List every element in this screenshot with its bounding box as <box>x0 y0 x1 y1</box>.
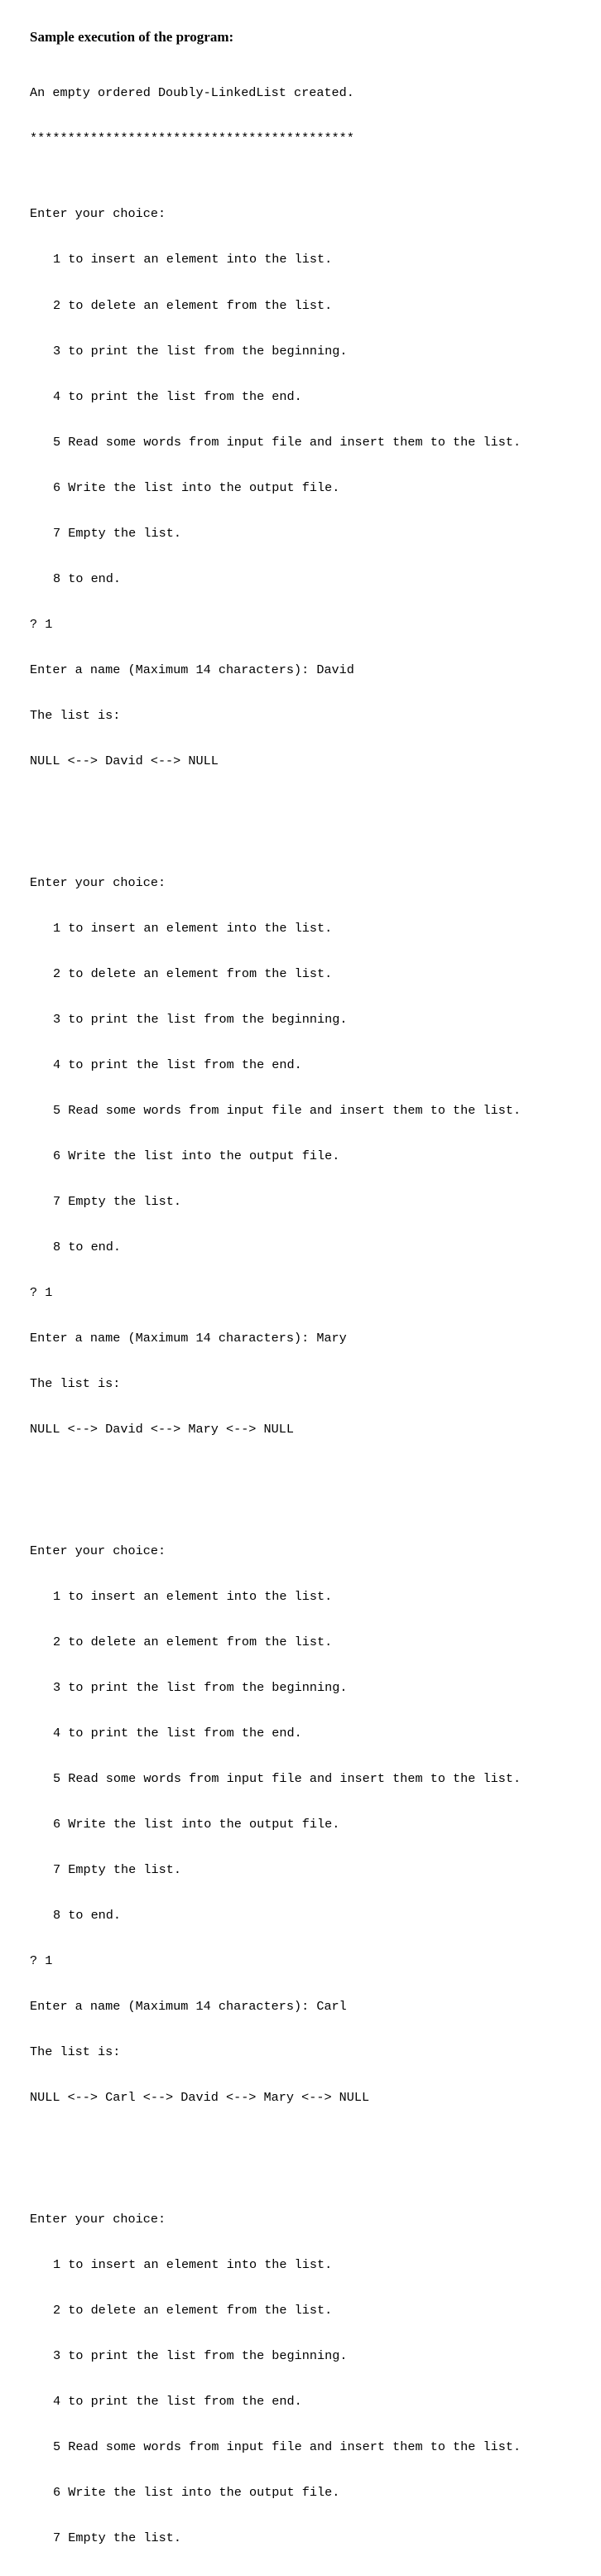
menu-option: 4 to print the list from the end. <box>53 2393 302 2409</box>
menu-option: 2 to delete an element from the list. <box>53 965 333 981</box>
menu-option: 1 to insert an element into the list. <box>53 252 333 267</box>
separator-line: ******************************************* <box>30 130 354 146</box>
menu-option: 1 to insert an element into the list. <box>53 1588 333 1604</box>
list-output: NULL <--> Carl <--> David <--> Mary <--> NULL <box>30 2090 370 2106</box>
list-output: NULL <--> David <--> NULL <box>30 753 219 768</box>
menu-option: 4 to print the list from the end. <box>53 388 302 404</box>
menu-option: 4 to print the list from the end. <box>53 1725 302 1741</box>
menu-option: 8 to end. <box>53 1239 122 1254</box>
name-prompt: Enter a name (Maximum 14 characters): David <box>30 662 354 677</box>
menu-option: 6 Write the list into the output file. <box>53 479 340 495</box>
menu-option: 3 to print the list from the beginning. <box>53 1011 348 1027</box>
user-choice: ? 1 <box>30 1284 53 1300</box>
list-output: NULL <--> David <--> Mary <--> NULL <box>30 1421 294 1437</box>
menu-option: 8 to end. <box>53 571 122 586</box>
list-label: The list is: <box>30 1375 121 1391</box>
menu-option: 3 to print the list from the beginning. <box>53 343 348 359</box>
menu-option: 5 Read some words from input file and insert them to the list. <box>53 2439 522 2454</box>
menu-option: 6 Write the list into the output file. <box>53 2485 340 2500</box>
menu-prompt: Enter your choice: <box>30 2211 166 2227</box>
session-round-2 <box>30 845 601 1513</box>
menu-prompt: Enter your choice: <box>30 874 166 890</box>
name-prompt: Enter a name (Maximum 14 characters): Mary <box>30 1330 347 1346</box>
menu-option: 2 to delete an element from the list. <box>53 2302 333 2318</box>
menu-prompt: Enter your choice: <box>30 1543 166 1558</box>
menu-option: 8 to end. <box>53 1907 122 1923</box>
menu-option: 1 to insert an element into the list. <box>53 920 333 936</box>
document-page <box>30 28 601 2576</box>
menu-option: 7 Empty the list. <box>53 1193 181 1209</box>
menu-option: 3 to print the list from the beginning. <box>53 1679 348 1695</box>
menu-option: 7 Empty the list. <box>53 2530 181 2546</box>
user-choice: ? 1 <box>30 1952 53 1968</box>
intro-block <box>30 55 601 176</box>
menu-option: 1 to insert an element into the list. <box>53 2256 333 2272</box>
menu-option: 4 to print the list from the end. <box>53 1057 302 1072</box>
session-round-4 <box>30 2181 601 2576</box>
menu-option: 5 Read some words from input file and insert them to the list. <box>53 434 522 450</box>
menu-option: 2 to delete an element from the list. <box>53 1634 333 1649</box>
menu-option: 7 Empty the list. <box>53 1861 181 1877</box>
page-heading: Sample execution of the program: <box>30 29 234 45</box>
menu-option: 2 to delete an element from the list. <box>53 297 333 313</box>
session-round-3 <box>30 1513 601 2181</box>
name-prompt: Enter a name (Maximum 14 characters): Carl <box>30 1999 347 2014</box>
menu-option: 6 Write the list into the output file. <box>53 1148 340 1163</box>
menu-option: 6 Write the list into the output file. <box>53 1816 340 1832</box>
menu-option: 5 Read some words from input file and insert them to the list. <box>53 1102 522 1118</box>
menu-prompt: Enter your choice: <box>30 206 166 222</box>
user-choice: ? 1 <box>30 616 53 632</box>
menu-option: 3 to print the list from the beginning. <box>53 2347 348 2363</box>
menu-option: 7 Empty the list. <box>53 525 181 541</box>
session-round-1 <box>30 176 601 845</box>
list-label: The list is: <box>30 2044 121 2060</box>
menu-option: 5 Read some words from input file and insert them to the list. <box>53 1770 522 1786</box>
intro-line: An empty ordered Doubly-LinkedList created. <box>30 84 354 100</box>
list-label: The list is: <box>30 707 121 723</box>
